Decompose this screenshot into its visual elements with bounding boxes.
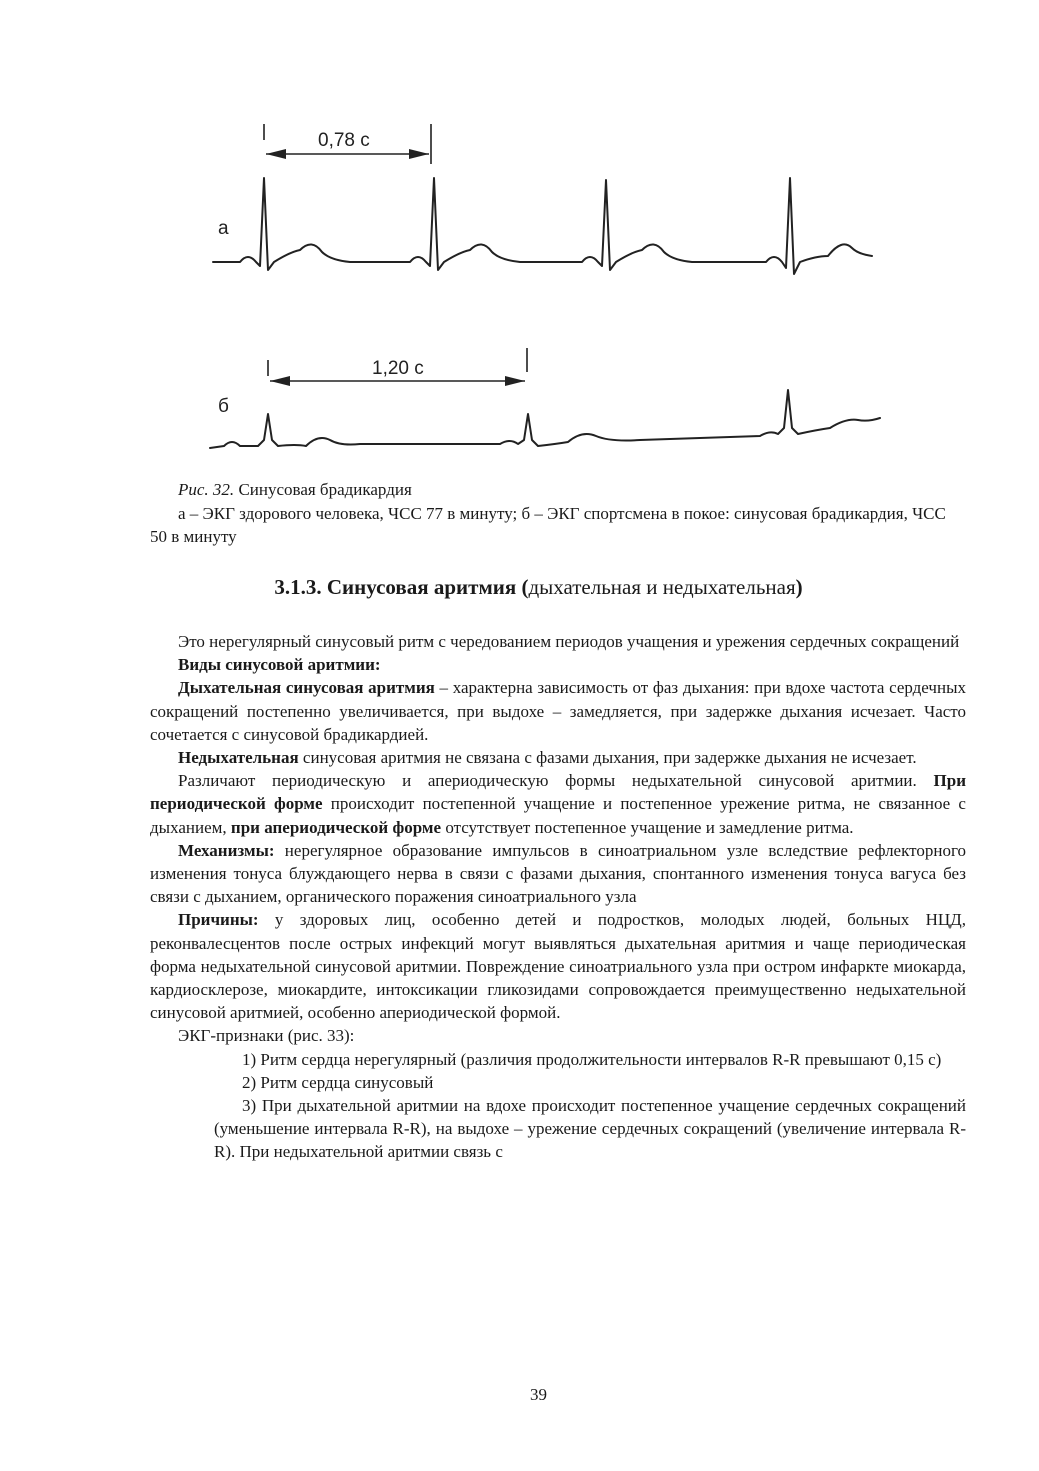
figure-caption-title-text: Синусовая брадикардия	[238, 480, 412, 499]
section-heading-normal: дыхательная и недыхательная	[528, 575, 796, 599]
section-heading-close: )	[795, 575, 803, 599]
paragraph-definition: Это нерегулярный синусовый ритм с чередованием периодов учащения и урежения сердечных сокращений	[178, 632, 960, 651]
respiratory-bold: Дыхательная синусовая аритмия	[178, 678, 435, 698]
strip-b-ecg-trace	[210, 390, 880, 448]
list-item: 3) При дыхательной аритмии на вдохе происходит постепенное учащение сердечных сокращений (уменьшение интервала R-R), на выдохе – урежение сердечных сокращений (увеличение интервала R-R). При недыхательной аритмии связь с	[214, 1096, 966, 1162]
list-item: 2) Ритм сердца синусовый	[242, 1072, 434, 1092]
strip-a-arrow-left	[266, 149, 286, 159]
mechanisms-bold: Механизмы:	[178, 840, 275, 860]
mechanisms-text: нерегулярное образование импульсов в синоатриальном узле вследствие рефлекторного изменения тонуса блуждающего нерва в связи с фазами дыхания, спонтанного изменения тонуса вагуса без связи с дыханием, органического поражения синоатриального узла	[150, 840, 966, 907]
paragraph-respiratory	[150, 676, 966, 746]
ecg-strip-a	[213, 124, 872, 274]
figure-ref: Рис. 32.	[178, 480, 235, 499]
paragraph-causes	[150, 908, 966, 1024]
strip-a-label: а	[218, 218, 229, 239]
figure-caption-text	[150, 502, 960, 548]
section-heading	[0, 573, 1039, 601]
paragraph-ecg-signs: ЭКГ-признаки (рис. 33):	[178, 1026, 355, 1046]
forms-text-a: Различают периодическую и апериодическую формы недыхательной синусовой аритмии.	[178, 771, 934, 791]
ecg-figure-svg	[0, 0, 1039, 470]
ecg-figure	[0, 0, 1039, 470]
forms-aperiodic-bold: при апериодической форме	[230, 817, 442, 837]
paragraph-forms	[150, 769, 966, 839]
forms-periodic-bold: При периодической форме	[150, 771, 966, 814]
body-text	[150, 630, 966, 1164]
strip-b-label: б	[218, 396, 229, 417]
strip-a-arrow-right	[409, 149, 429, 159]
strip-a-interval-label: 0,78 с	[318, 130, 370, 151]
forms-text-c: происходит постепенной учащение и постепенное урежение ритма, не связанное с дыханием,	[150, 794, 966, 837]
non-respiratory-bold: Недыхательная	[178, 748, 299, 768]
strip-b-arrow-right	[505, 376, 525, 386]
paragraph-types-heading	[150, 653, 966, 676]
forms-text-e: отсутствует постепенное учащение и замедление ритма.	[441, 817, 854, 837]
strip-b-interval-label: 1,20 с	[372, 358, 424, 379]
non-respiratory-text: синусовая аритмия не связана с фазами дыхания, при задержке дыхания не исчезает.	[298, 748, 917, 768]
figure-caption-body: а – ЭКГ здорового человека, ЧСС 77 в минуту; б – ЭКГ спортсмена в покое: синусовая брадикардия, ЧСС 50 в минуту	[150, 504, 946, 546]
section-heading-bold: 3.1.3. Синусовая аритмия (	[274, 575, 529, 599]
respiratory-text: – характерна зависимость от фаз дыхания: при вдохе частота сердечных сокращений постепенно увеличивается, при выдохе – замедляется, при задержке дыхания исчезает. Часто сочетается с синусовой брадикардией.	[150, 678, 966, 744]
figure-caption-title	[178, 478, 968, 502]
ecg-strip-b	[210, 348, 880, 448]
strip-a-ecg-trace	[213, 178, 872, 274]
paragraph-mechanisms	[150, 839, 966, 909]
causes-text: у здоровых лиц, особенно детей и подростков, молодых людей, больных НЦД, реконвалесцентов после острых инфекций могут выявляться дыхательная аритмия и чаще периодическая форма недыхательной синусовой аритмии. Повреждение синоатриального узла при остром инфаркте миокарда, кардиосклерозе, миокардите, интоксикации гликозидами сопровождается преимущественно недыхательной синусовой аритмией, особенно апериодической формой.	[150, 910, 966, 1023]
list-item: 1) Ритм сердца нерегулярный (различия продолжительности интервалов R-R превышают 0,15 с)	[242, 1049, 942, 1069]
strip-b-arrow-left	[270, 376, 290, 386]
causes-bold: Причины:	[178, 910, 259, 930]
page-number: 39	[530, 1385, 547, 1404]
types-heading-bold: Виды синусовой аритмии:	[178, 655, 381, 675]
paragraph-non-respiratory	[150, 746, 966, 769]
